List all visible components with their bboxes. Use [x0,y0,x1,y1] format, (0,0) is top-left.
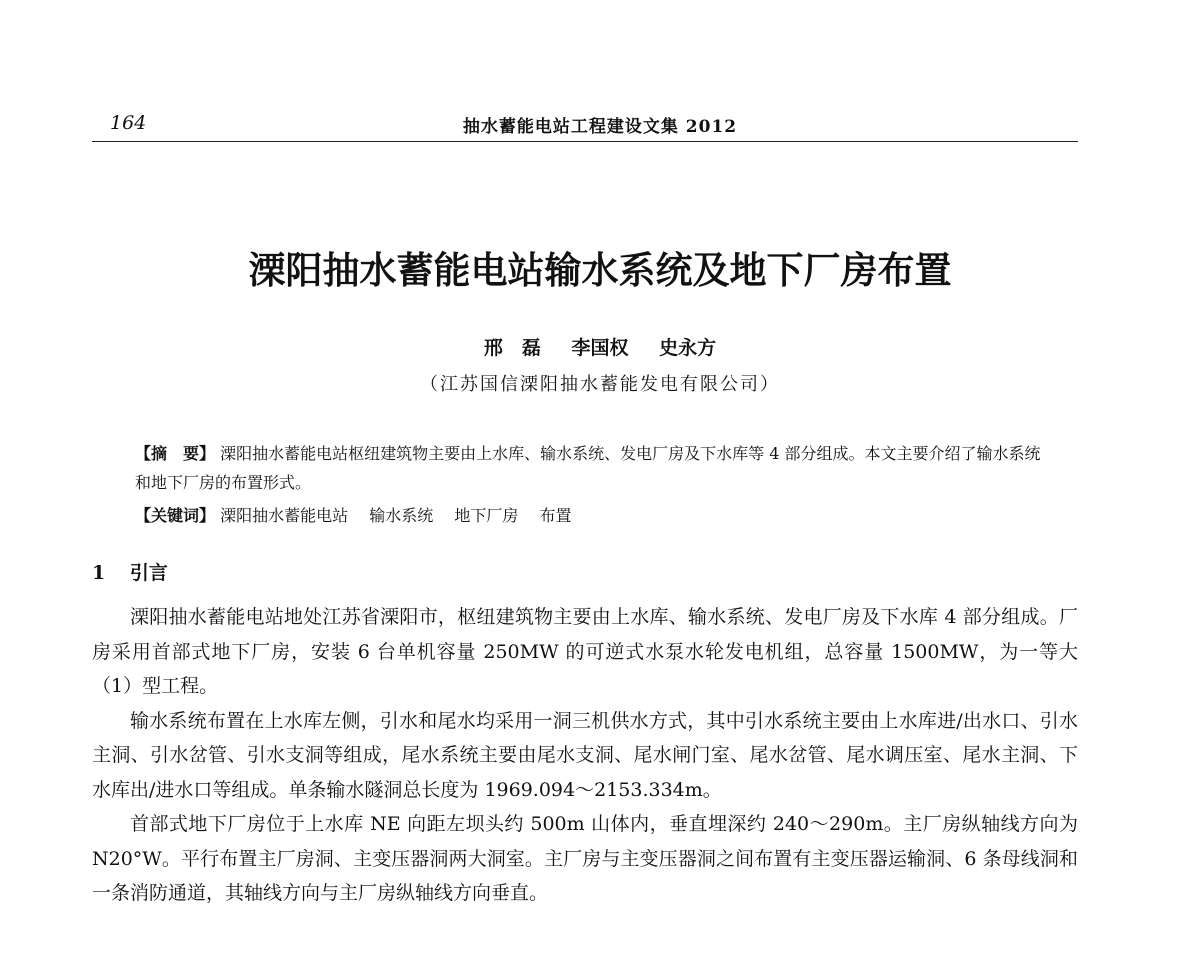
page-number: 164 [110,112,147,134]
abstract [135,439,1050,497]
keyword: 输水系统 [369,506,434,525]
section-heading [92,558,168,585]
author: 史永方 [659,337,717,359]
article-title: 溧阳抽水蓄能电站输水系统及地下厂房布置 [248,248,952,292]
abstract-label: 【摘 要】 [135,444,216,463]
paragraph: 首部式地下厂房位于上水库 NE 向距左坝头约 500m 山体内，垂直埋深约 240～290m。主厂房纵轴线方向为 N20°W。平行布置主厂房洞、主变压器洞两大洞室。主厂房与主变压器洞之间布置有主变压器运输洞、6 条母线洞和一条消防通道，其轴线方向与主厂房纵轴线方向垂直。 [92,813,1078,904]
paragraph: 输水系统布置在上水库左侧，引水和尾水均采用一洞三机供水方式，其中引水系统主要由上水库进/出水口、引水主洞、引水岔管、引水支洞等组成，尾水系统主要由尾水支洞、尾水闸门室、尾水岔管、尾水调压室、尾水主洞、下水库出/进水口等组成。单条输水隧洞总长度为 1969.094～2153.334m。 [92,709,1078,801]
keywords-label: 【关键词】 [135,506,216,525]
keyword: 溧阳抽水蓄能电站 [220,506,349,525]
author-list [0,333,1200,360]
running-header: 抽水蓄能电站工程建设文集 2012 [462,117,738,137]
keywords [135,505,1050,527]
affiliation: （江苏国信溧阳抽水蓄能发电有限公司） [420,374,780,395]
header-rule [92,141,1078,142]
author: 李国权 [571,337,629,359]
keyword: 地下厂房 [454,506,519,525]
section-title: 引言 [129,562,168,584]
paragraph: 溧阳抽水蓄能电站地处江苏省溧阳市，枢纽建筑物主要由上水库、输水系统、发电厂房及下水库 4 部分组成。厂房采用首部式地下厂房，安装 6 台单机容量 250MW 的可逆式水泵水轮发电机组，总容量 1500MW，为一等大（1）型工程。 [92,606,1078,697]
section-number: 1 [92,562,106,584]
author: 邢 磊 [483,337,541,359]
keyword: 布置 [539,506,572,525]
body-text [92,600,1078,911]
abstract-text: 溧阳抽水蓄能电站枢纽建筑物主要由上水库、输水系统、发电厂房及下水库等 4 部分组成。本文主要介绍了输水系统和地下厂房的布置形式。 [135,444,1041,492]
